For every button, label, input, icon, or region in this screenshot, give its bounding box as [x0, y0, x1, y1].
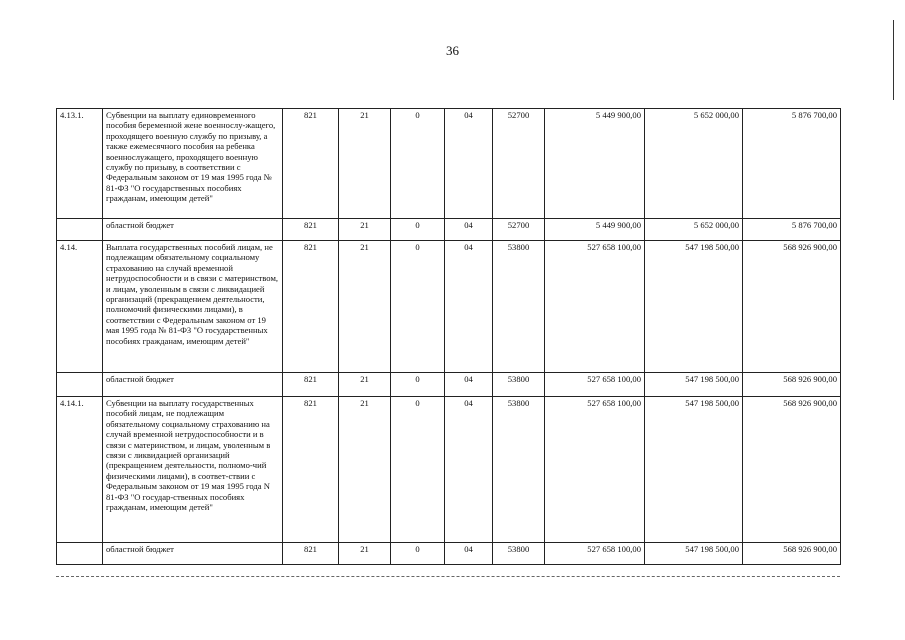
table-row	[57, 109, 841, 219]
code-subprogram: 0	[391, 109, 445, 219]
table-row	[57, 241, 841, 373]
code-direction: 52700	[493, 109, 545, 219]
item-description: областной бюджет	[103, 373, 283, 397]
code-ministry: 821	[283, 241, 339, 373]
code-ministry: 821	[283, 373, 339, 397]
table-row	[57, 543, 841, 565]
code-direction: 53800	[493, 241, 545, 373]
table-row	[57, 219, 841, 241]
amount-year-2: 5 652 000,00	[645, 219, 743, 241]
margin-rule	[893, 20, 894, 100]
code-direction: 53800	[493, 397, 545, 543]
amount-year-1: 527 658 100,00	[545, 397, 645, 543]
amount-year-2: 547 198 500,00	[645, 397, 743, 543]
item-number	[57, 373, 103, 397]
item-number	[57, 219, 103, 241]
code-section: 04	[445, 241, 493, 373]
item-description: областной бюджет	[103, 219, 283, 241]
item-number: 4.14.	[57, 241, 103, 373]
item-description: Субвенции на выплату государственных пособий лицам, не подлежащим обязательному социальному страхованию на случай временной нетрудоспособности и в связи с материнством, и лицам, уволенным в связи с ликвидацией организаций (прекращением деятельности, полномо-чий физическими лицами), в соответ-ствии с Федеральным законом от 19 мая 1995 года N 81-ФЗ "О государ-ственных пособиях гражданам, имеющим детей"	[103, 397, 283, 543]
item-number	[57, 543, 103, 565]
item-description: Субвенции на выплату единовременного пособия беременной жене военнослу-жащего, проходящего военную службу по призыву, а также ежемесячного пособия на ребенка военнослужащего, проходящего военную службу по призыву, в соответствии с Федеральным законом от 19 мая 1995 года № 81-ФЗ "О государственных пособиях гражданам, имеющим детей"	[103, 109, 283, 219]
code-section: 04	[445, 109, 493, 219]
amount-year-3: 5 876 700,00	[743, 109, 841, 219]
code-program: 21	[339, 397, 391, 543]
code-ministry: 821	[283, 543, 339, 565]
item-number: 4.13.1.	[57, 109, 103, 219]
item-description: Выплата государственных пособий лицам, не подлежащим обязательному социальному страхованию на случай временной нетрудоспособности и в связи с материнством, и лицам, уволенным в связи с ликвидацией организаций (прекращением деятельности, полномочий физическими лицами), в соответствии с Федеральным законом от 19 мая 1995 года № 81-ФЗ "О государственных пособиях гражданам, имеющим детей"	[103, 241, 283, 373]
amount-year-3: 568 926 900,00	[743, 543, 841, 565]
page-number: 36	[446, 43, 459, 58]
table-row	[57, 397, 841, 543]
amount-year-1: 5 449 900,00	[545, 219, 645, 241]
code-program: 21	[339, 241, 391, 373]
amount-year-2: 5 652 000,00	[645, 109, 743, 219]
code-ministry: 821	[283, 397, 339, 543]
code-ministry: 821	[283, 219, 339, 241]
code-subprogram: 0	[391, 543, 445, 565]
code-subprogram: 0	[391, 373, 445, 397]
table-row	[57, 373, 841, 397]
page-break-line	[56, 576, 840, 577]
code-subprogram: 0	[391, 219, 445, 241]
code-program: 21	[339, 373, 391, 397]
amount-year-3: 568 926 900,00	[743, 241, 841, 373]
item-description: областной бюджет	[103, 543, 283, 565]
amount-year-1: 527 658 100,00	[545, 373, 645, 397]
amount-year-1: 527 658 100,00	[545, 241, 645, 373]
code-subprogram: 0	[391, 241, 445, 373]
code-section: 04	[445, 219, 493, 241]
code-section: 04	[445, 373, 493, 397]
code-subprogram: 0	[391, 397, 445, 543]
amount-year-2: 547 198 500,00	[645, 543, 743, 565]
code-direction: 53800	[493, 373, 545, 397]
amount-year-3: 568 926 900,00	[743, 373, 841, 397]
budget-table	[56, 108, 841, 565]
amount-year-1: 5 449 900,00	[545, 109, 645, 219]
item-number: 4.14.1.	[57, 397, 103, 543]
code-direction: 53800	[493, 543, 545, 565]
code-section: 04	[445, 543, 493, 565]
amount-year-2: 547 198 500,00	[645, 373, 743, 397]
amount-year-2: 547 198 500,00	[645, 241, 743, 373]
amount-year-3: 568 926 900,00	[743, 397, 841, 543]
code-program: 21	[339, 219, 391, 241]
code-program: 21	[339, 109, 391, 219]
amount-year-3: 5 876 700,00	[743, 219, 841, 241]
amount-year-1: 527 658 100,00	[545, 543, 645, 565]
code-program: 21	[339, 543, 391, 565]
code-ministry: 821	[283, 109, 339, 219]
code-section: 04	[445, 397, 493, 543]
code-direction: 52700	[493, 219, 545, 241]
